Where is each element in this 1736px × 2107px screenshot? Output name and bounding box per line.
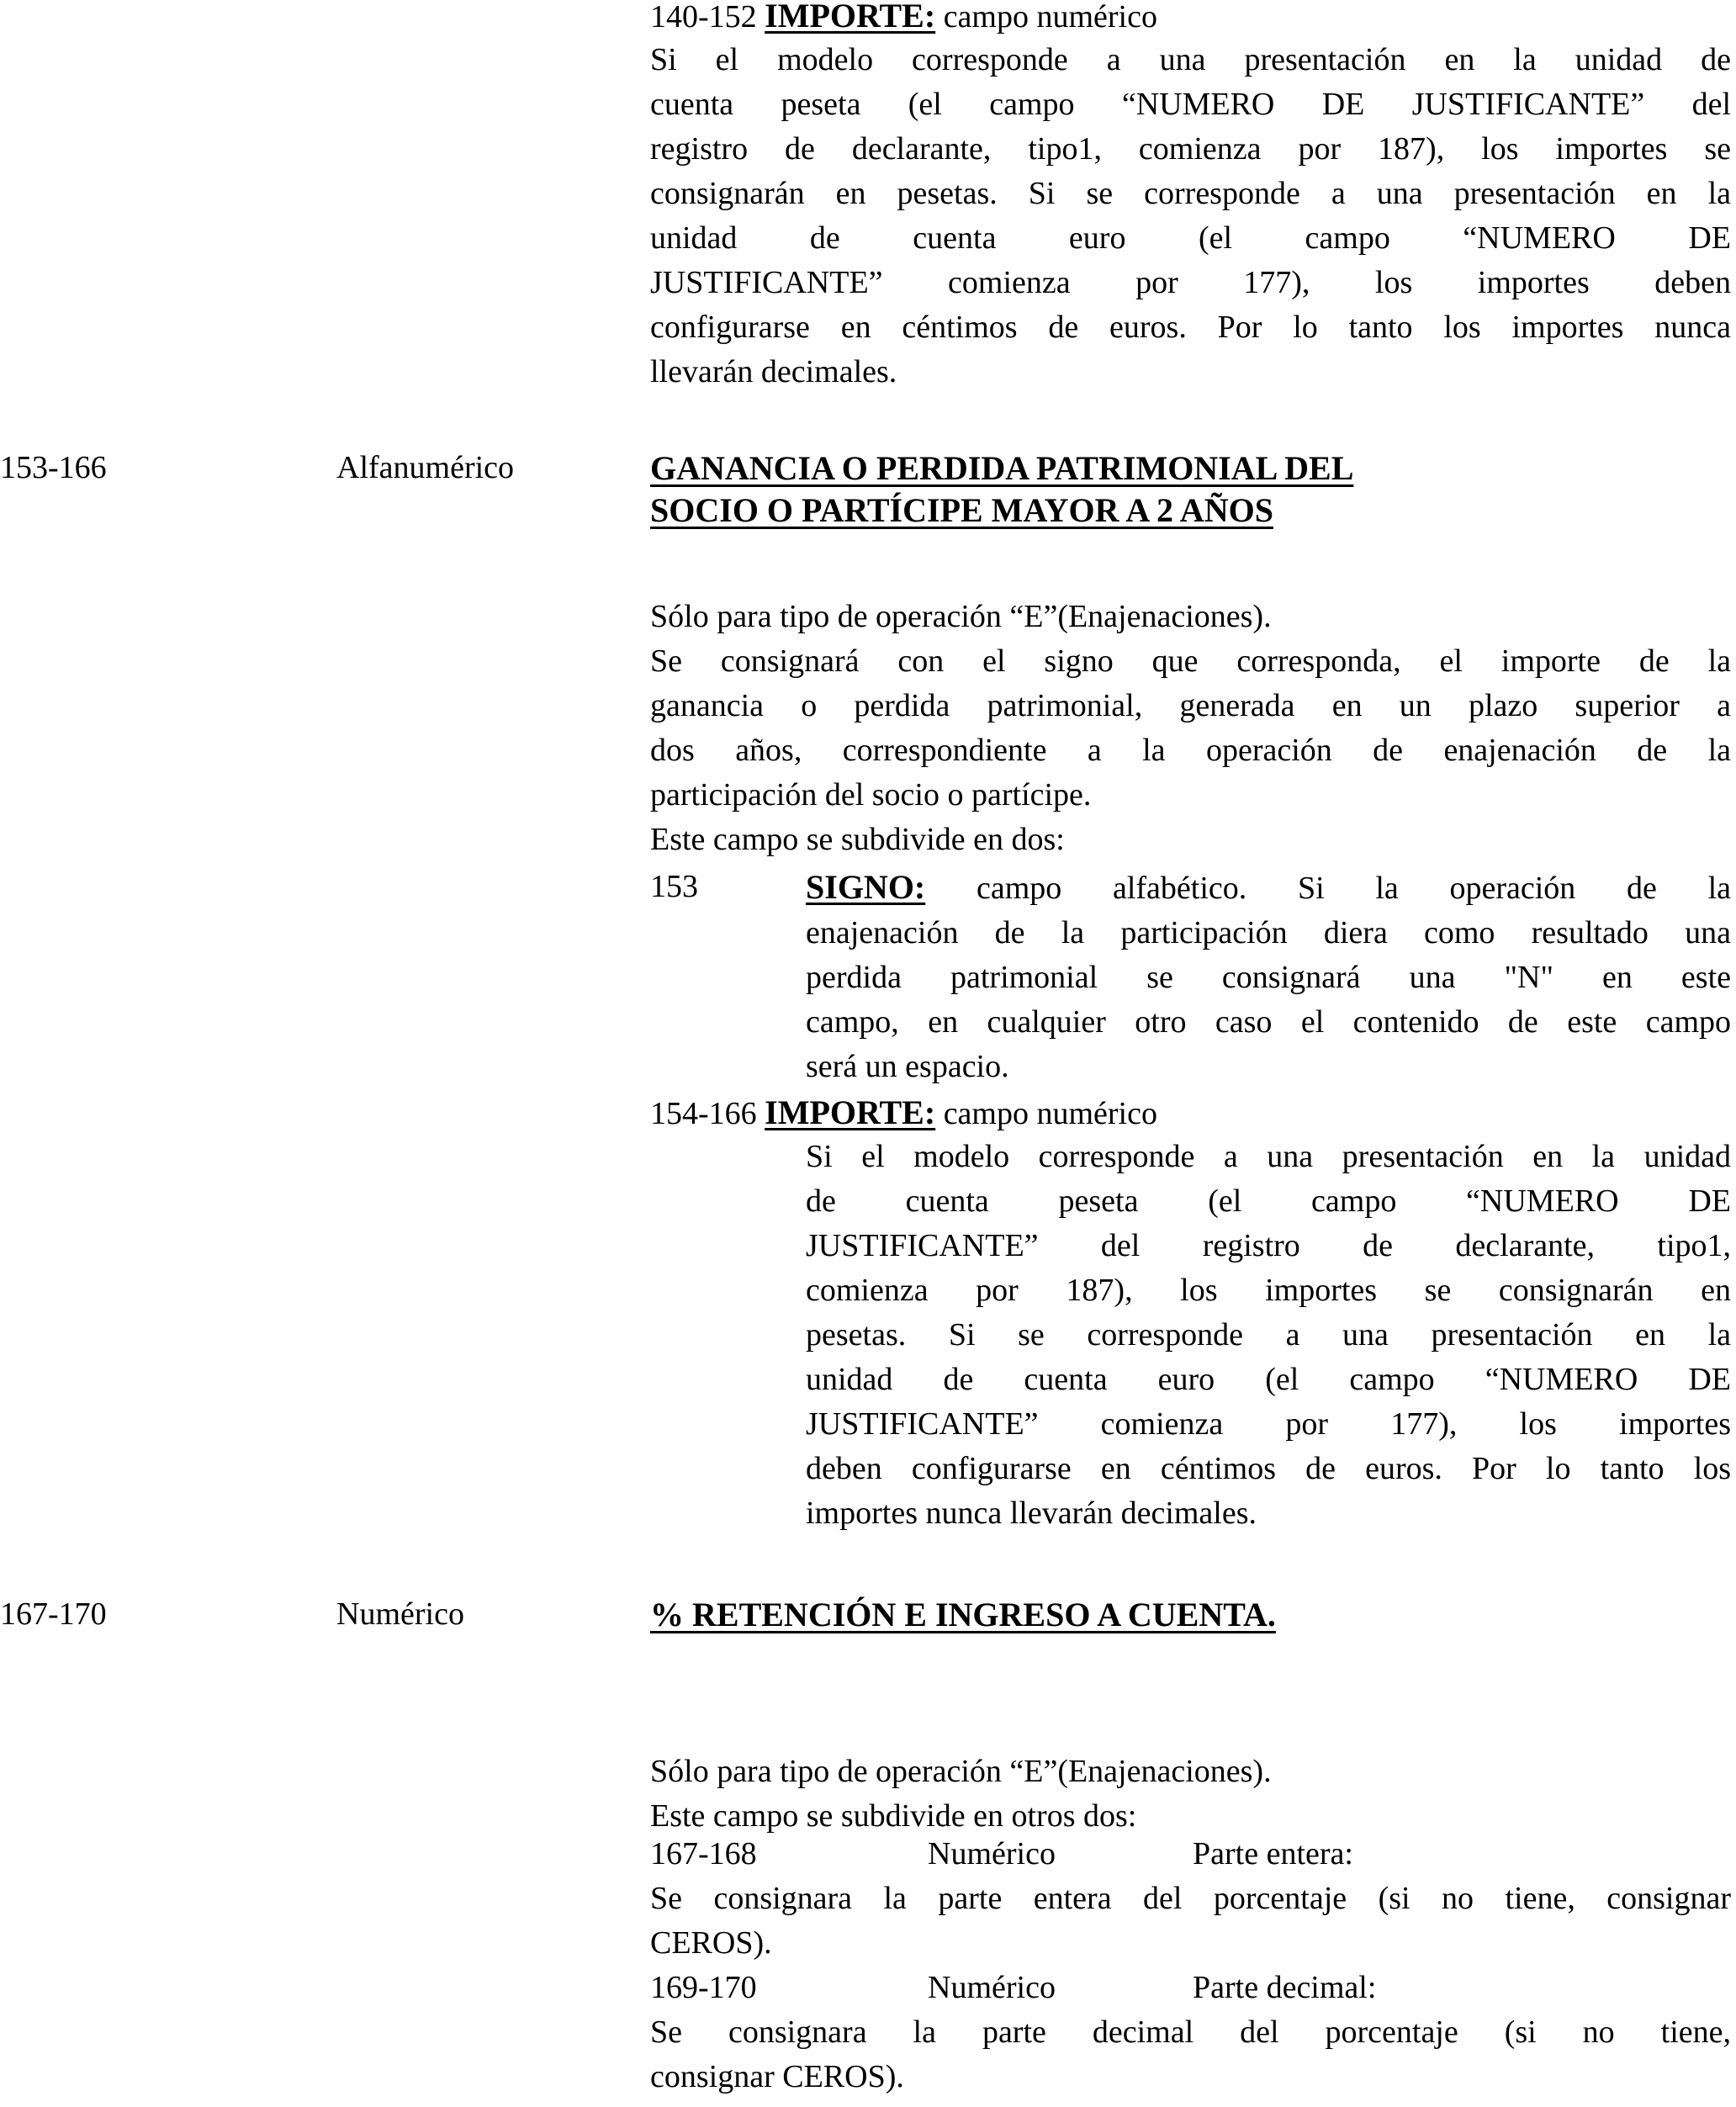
signo-subfield: [806, 865, 1731, 1089]
text-line: comienza por 187), los importes se consignarán en: [806, 1273, 1731, 1308]
text-line: Si el modelo corresponde a una presentación en la unidad: [806, 1139, 1731, 1174]
importe-code: 154-166: [650, 1096, 757, 1131]
text-line: será un espacio.: [806, 1049, 1009, 1084]
field-code: 140-152: [650, 0, 757, 34]
retencion-description: [650, 1750, 1731, 1839]
part-code: 169-170: [650, 1970, 757, 2005]
field-keyword: IMPORTE:: [765, 0, 936, 34]
field-type-text: campo numérico: [943, 0, 1157, 34]
text-line: llevarán decimales.: [650, 354, 897, 389]
field-position-153-166: 153-166: [0, 450, 107, 485]
part-label: Parte entera:: [1193, 1836, 1353, 1871]
text-line: Se consignará con el signo que corresponda, el importe de la: [650, 643, 1731, 679]
importe-154-166-header: [650, 1090, 1731, 1136]
text-line: Si el modelo corresponde a una presentación en la unidad de: [650, 42, 1731, 77]
text-line: Se consignara la parte decimal del porcentaje (si no tiene,: [650, 2014, 1731, 2050]
text-line: de cuenta peseta (el campo “NUMERO DE: [806, 1183, 1731, 1219]
subdivide-text: Este campo se subdivide en otros dos:: [650, 1798, 1137, 1834]
title-line-2: SOCIO O PARTÍCIPE MAYOR A 2 AÑOS: [650, 491, 1273, 529]
part-code: 167-168: [650, 1836, 757, 1871]
text-line: participación del socio o partícipe.: [650, 777, 1092, 813]
text-line: JUSTIFICANTE” comienza por 177), los importes deben: [650, 265, 1731, 300]
only-for-text: Sólo para tipo de operación “E”(Enajenaciones).: [650, 1754, 1272, 1789]
text-line: enajenación de la participación diera como resultado una: [806, 915, 1731, 950]
signo-first-line-text: campo alfabético. Si la operación de la: [976, 871, 1731, 906]
ganancia-description: [650, 595, 1731, 862]
field-position-167-170: 167-170: [0, 1596, 107, 1632]
text-line: consignarán en pesetas. Si se corresponde a una presentación en la: [650, 176, 1731, 211]
text-line: CEROS).: [650, 1925, 772, 1961]
field-type-numerico: Numérico: [336, 1596, 464, 1632]
text-line: deben configurarse en céntimos de euros. Por lo tanto los: [806, 1451, 1731, 1486]
importe-154-166-description: [806, 1135, 1731, 1536]
field-title-retencion: % RETENCIÓN E INGRESO A CUENTA.: [650, 1596, 1276, 1633]
text-line: dos años, correspondiente a la operación de enajenación de la: [650, 733, 1731, 768]
field-title-ganancia: [650, 446, 1731, 532]
part-entera-row: [650, 1832, 1731, 1877]
part-type: Numérico: [928, 1836, 1056, 1871]
text-line: pesetas. Si se corresponde a una presentación en la: [806, 1317, 1731, 1353]
subdivide-text: Este campo se subdivide en dos:: [650, 822, 1065, 857]
text-line: unidad de cuenta euro (el campo “NUMERO DE: [806, 1362, 1731, 1397]
signo-code: 153: [650, 869, 698, 904]
text-line: configurarse en céntimos de euros. Por lo tanto los importes nunca: [650, 310, 1731, 345]
text-line: consignar CEROS).: [650, 2059, 904, 2094]
part-type: Numérico: [928, 1970, 1056, 2005]
signo-keyword: SIGNO:: [806, 868, 926, 906]
signo-first-line: [806, 865, 1731, 911]
field-type-alfanumerico: Alfanumérico: [336, 450, 515, 485]
importe-keyword: IMPORTE:: [765, 1093, 936, 1131]
text-line: JUSTIFICANTE” comienza por 177), los importes: [806, 1406, 1731, 1442]
text-line: importes nunca llevarán decimales.: [806, 1496, 1257, 1531]
part-decimal-row: [650, 1966, 1731, 2010]
importe-140-152-header: [650, 0, 1731, 40]
text-line: registro de declarante, tipo1, comienza por 187), los importes se: [650, 131, 1731, 167]
importe-140-152-description: [650, 38, 1731, 394]
text-line: Se consignara la parte entera del porcentaje (si no tiene, consignar: [650, 1881, 1731, 1916]
text-line: perdida patrimonial se consignará una "N" en este: [806, 960, 1731, 995]
part-decimal-description: [650, 2010, 1731, 2099]
text-line: cuenta peseta (el campo “NUMERO DE JUSTIFICANTE” del: [650, 87, 1731, 122]
title-line-1: GANANCIA O PERDIDA PATRIMONIAL DEL: [650, 449, 1354, 487]
text-line: unidad de cuenta euro (el campo “NUMERO DE: [650, 220, 1731, 256]
text-line: campo, en cualquier otro caso el contenido de este campo: [806, 1004, 1731, 1040]
part-entera-description: [650, 1877, 1731, 1966]
part-label: Parte decimal:: [1193, 1970, 1377, 2005]
text-line: JUSTIFICANTE” del registro de declarante, tipo1,: [806, 1228, 1731, 1263]
only-for-text: Sólo para tipo de operación “E”(Enajenaciones).: [650, 599, 1272, 634]
importe-type-text: campo numérico: [943, 1096, 1157, 1131]
text-line: ganancia o perdida patrimonial, generada en un plazo superior a: [650, 688, 1731, 723]
